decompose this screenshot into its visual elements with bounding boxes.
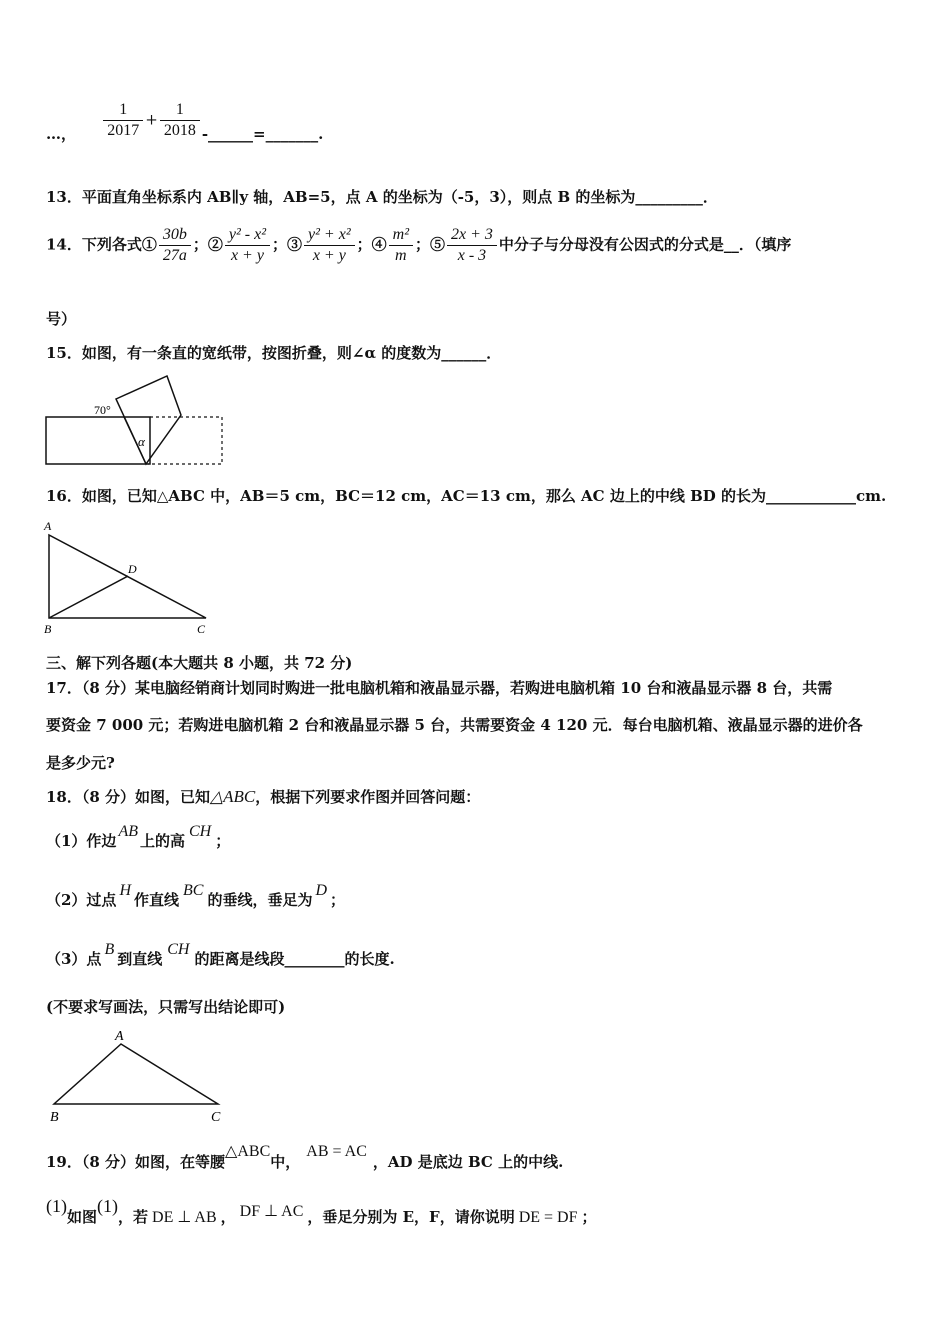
q17-line1: 17．（8 分）某电脑经销商计划同时购进一批电脑机箱和液晶显示器，若购进电脑机箱 10 台和液晶显示器 8 台，共需: [46, 679, 833, 697]
q14-expr-2: $\frac{\text{y² - x²}}{x + y}$: [225, 226, 270, 265]
q12-line: [46, 101, 324, 143]
q15-alpha-label: α: [138, 434, 145, 449]
q18-part1: （1）作边AB上的高CH；: [46, 823, 231, 850]
q18-part2: （2）过点H作直线BC的垂线，垂足为D；: [46, 882, 346, 909]
q18-triangle: [54, 1044, 218, 1104]
q12-fraction-1: $\frac{1}{2017}$: [103, 101, 143, 140]
q12-prefix: …，: [46, 124, 77, 143]
q16-median-bd: [49, 576, 128, 618]
q19-lead: 19．（8 分）如图，在等腰△ABC中，AB = AC，AD 是底边 BC 上的中线.: [46, 1143, 564, 1171]
q16-label-d: D: [128, 562, 137, 576]
q12-suffix: -______=_______.: [201, 124, 324, 143]
q18-note: (不要求写画法，只需写出结论即可): [46, 998, 286, 1016]
q16-label-c: C: [197, 622, 206, 636]
q14-line: 14．下列各式① $\frac{30b}{27a}$ ；② $\frac{\text{y² - x²}}{x + y}$ ；③ $\frac{\text{y² + x²}}{x + y}$ ；④ $\frac{\text{m²}}{m}$ ；⑤ $\frac{2x + 3}{x - 3}$ 中分子与分母没有公因式的分式是__．（填序: [46, 226, 792, 264]
section3-title: 三、解下列各题(本大题共 8 小题，共 72 分): [46, 654, 353, 672]
q18-triangle-abc: △ABC: [210, 787, 256, 806]
q18-lead: 18．（8 分）如图，已知△ABC，根据下列要求作图并回答问题：: [46, 787, 481, 806]
q14-expr-5: $\frac{2x + 3}{x - 3}$: [447, 226, 497, 265]
q15-dashed-part: [148, 417, 222, 464]
q12-plus: +: [145, 110, 158, 129]
q16-label-a: A: [44, 519, 52, 533]
q14-expr-1: $\frac{30b}{27a}$: [159, 226, 191, 265]
q16-figure: [40, 515, 220, 637]
q12-fraction-2: $\frac{1}{2018}$: [160, 101, 200, 140]
q18-label-c: C: [211, 1110, 221, 1125]
q16-text: 16．如图，已知△ABC 中，AB＝5 cm，BC＝12 cm，AC＝13 cm，那么 AC 边上的中线 BD 的长为____________cm.: [46, 487, 887, 505]
q17-line3: 是多少元?: [46, 754, 115, 772]
q19-equation: AB = AC: [306, 1143, 367, 1160]
q19-triangle: △ABC: [225, 1143, 271, 1160]
q15-figure: [40, 370, 230, 470]
q15-angle-label: 70°: [94, 403, 111, 417]
q14-expr-3: $\frac{\text{y² + x²}}{x + y}$: [304, 226, 355, 265]
q18-label-a: A: [115, 1029, 124, 1044]
q17-line2: 要资金 7 000 元；若购进电脑机箱 2 台和液晶显示器 5 台，共需要资金 4 120 元．每台电脑机箱、液晶显示器的进价各: [46, 716, 863, 734]
q13-text: 13．平面直角坐标系内 AB∥y 轴，AB=5，点 A 的坐标为（-5，3），则点 B 的坐标为_________．: [46, 188, 718, 206]
q15-text: 15．如图，有一条直的宽纸带，按图折叠，则∠α 的度数为______．: [46, 344, 502, 362]
q19-sub1: (1)如图(1)，若 DE ⊥ AB ， DF ⊥ AC ，垂足分别为 E，F，请你说明 DE = DF ；: [46, 1196, 597, 1226]
q18-figure: [40, 1024, 240, 1129]
q16-label-b: B: [44, 622, 52, 636]
q18-label-b: B: [50, 1110, 59, 1125]
q18-part3: （3）点B到直线CH的距离是线段________的长度.: [46, 941, 395, 968]
q14-expr-4: $\frac{\text{m²}}{m}$: [389, 226, 413, 265]
q14-wrap: 号）: [46, 310, 77, 328]
